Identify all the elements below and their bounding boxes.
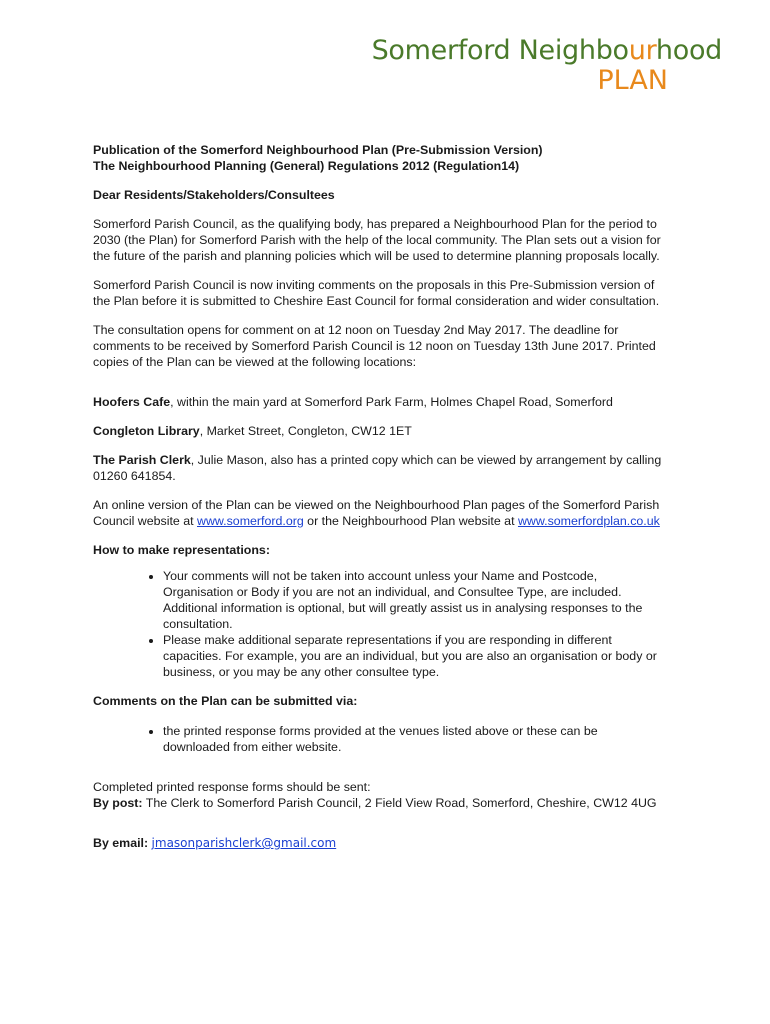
- by-email: [93, 835, 663, 851]
- location-name: Hoofers Cafe: [93, 395, 171, 409]
- location-name: The Parish Clerk: [93, 453, 191, 467]
- location-clerk: [93, 452, 663, 484]
- logo-subtitle: PLAN: [597, 65, 668, 96]
- somerford-org-link[interactable]: www.somerford.org: [197, 514, 304, 528]
- paragraph-online: [93, 497, 663, 529]
- location-name: Congleton Library: [93, 424, 200, 438]
- comments-title: Comments on the Plan can be submitted via:: [93, 694, 358, 708]
- list-item: • Please make additional separate representations if you are responding in different capacities. For example, you are an individual, but you are also an organisation or body or business, or you may be any other consultee type.: [163, 632, 663, 680]
- paragraph-invitation: Somerford Parish Council is now inviting comments on the proposals in this Pre-Submission version of the Plan before it is submitted to Cheshire East Council for formal consideration and wider consultation.: [93, 278, 660, 308]
- post-address: The Clerk to Somerford Parish Council, 2 Field View Road, Somerford, Cheshire, CW12 4UG: [142, 796, 657, 810]
- location-detail: , Market Street, Congleton, CW12 1ET: [199, 424, 412, 438]
- heading-line-1: Publication of the Somerford Neighbourhood Plan (Pre-Submission Version): [93, 143, 543, 157]
- post-label: By post:: [93, 796, 143, 810]
- representations-list: [93, 568, 663, 680]
- somerfordplan-link[interactable]: www.somerfordplan.co.uk: [517, 514, 660, 528]
- comments-list: [93, 723, 663, 755]
- paragraph-intro: Somerford Parish Council, as the qualifying body, has prepared a Neighbourhood Plan for the period to 2030 (the Plan) for Somerford Parish with the help of the local community. The Plan sets out a vision for the future of the parish and planning policies which will be used to determine planning proposals locally.: [93, 217, 661, 263]
- email-label: By email:: [93, 836, 149, 850]
- location-library: [93, 423, 663, 439]
- location-hoofers: [93, 394, 663, 410]
- location-detail: , Julie Mason, also has a printed copy which can be viewed by arrangement by calling 01260 641854.: [93, 453, 662, 483]
- logo-text-3: hood: [655, 35, 722, 66]
- salutation: Dear Residents/Stakeholders/Consultees: [93, 188, 335, 202]
- logo-title: [372, 36, 722, 66]
- logo-text-1: Somerford Neighbo: [371, 35, 629, 66]
- plan-logo: [372, 36, 722, 96]
- logo-text-accent: ur: [628, 35, 656, 66]
- sending-intro: Completed printed response forms should be sent:: [93, 780, 371, 794]
- location-detail: , within the main yard at Somerford Park Farm, Holmes Chapel Road, Somerford: [170, 395, 613, 409]
- document-body: [93, 142, 663, 851]
- heading-line-2: The Neighbourhood Planning (General) Regulations 2012 (Regulation14): [93, 159, 520, 173]
- representations-title: How to make representations:: [93, 543, 270, 557]
- list-item: • Your comments will not be taken into account unless your Name and Postcode, Organisation or Body if you are not an individual, and Consultee Type, are included. Additional information is optional, but will greatly assist us in analysing responses to the consultation.: [163, 568, 663, 632]
- online-text-2: or the Neighbourhood Plan website at: [303, 514, 518, 528]
- list-item: • the printed response forms provided at the venues listed above or these can be downloaded from either website.: [163, 723, 663, 755]
- paragraph-dates: The consultation opens for comment on at 12 noon on Tuesday 2nd May 2017. The deadline for comments to be received by Somerford Parish Council is 12 noon on Tuesday 13th June 2017. Printed copies of the Plan can be viewed at the following locations:: [93, 323, 656, 369]
- clerk-email-link[interactable]: jmasonparishclerk@gmail.com: [151, 836, 337, 850]
- online-text-1: An online version of the Plan can be viewed on the Neighbourhood Plan pages of the Somerford Parish Council website at: [93, 498, 660, 528]
- by-post: [93, 795, 663, 811]
